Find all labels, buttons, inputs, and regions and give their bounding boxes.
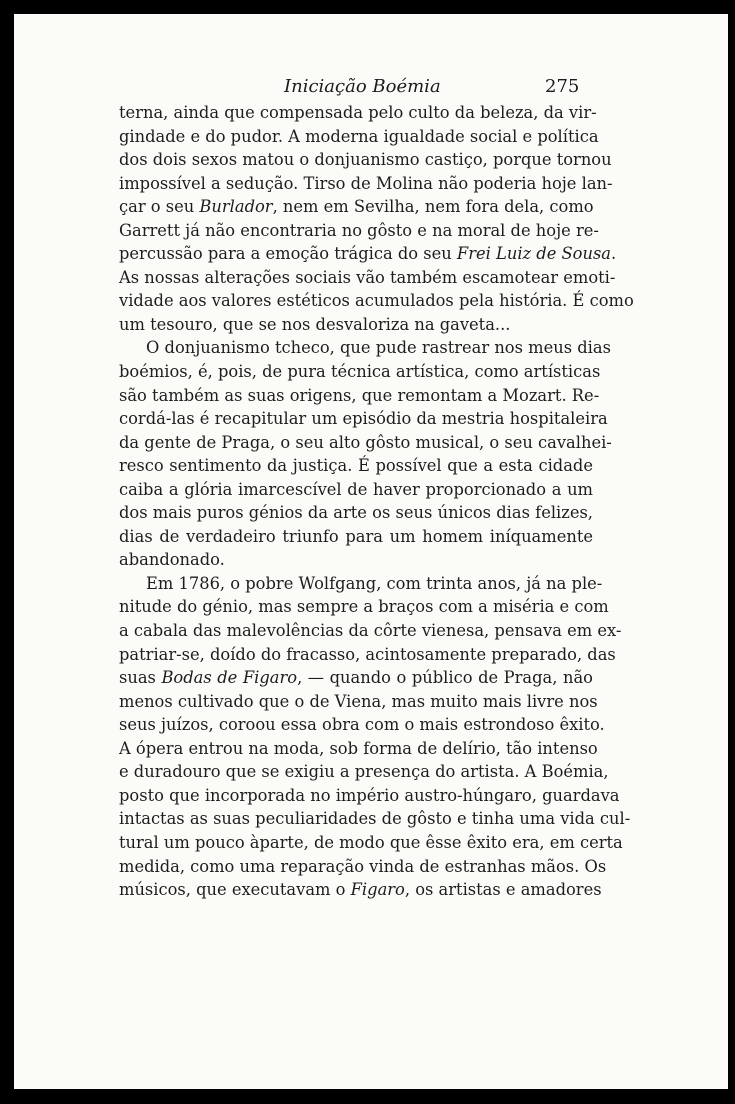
- text-line: intactas as suas peculiaridades de gôsto e tinha uma vida cul-: [119, 809, 631, 829]
- text-line: percussão para a emoção trágica do seu Frei Luiz de Sousa.: [119, 244, 617, 264]
- text-line: nitude do génio, mas sempre a braços com a miséria e com: [119, 597, 609, 617]
- body-text: [119, 101, 634, 902]
- text-line: boémios, é, pois, de pura técnica artística, como artísticas: [119, 362, 601, 382]
- italic-title: Burlador: [199, 197, 273, 217]
- text-line: As nossas alterações sociais vão também escamotear emoti-: [119, 267, 616, 287]
- page-number: 275: [545, 76, 580, 97]
- text-line: são também as suas origens, que remontam a Mozart. Re-: [119, 385, 600, 405]
- text-line: suas Bodas de Figaro, — quando o público de Praga, não: [119, 668, 593, 688]
- text-line: músicos, que executavam o Figaro, os artistas e amadores: [119, 880, 602, 900]
- text-line: da gente de Praga, o seu alto gôsto musical, o seu cavalhei-: [119, 432, 612, 452]
- running-title: Iniciação Boémia: [284, 76, 441, 97]
- text-line: posto que incorporada no império austro-húngaro, guardava: [119, 785, 620, 805]
- italic-title: Frei Luiz de Sousa: [456, 244, 612, 264]
- text-line: seus juízos, coroou essa obra com o mais estrondoso êxito.: [119, 715, 605, 735]
- book-page: [14, 14, 728, 1089]
- text-line: tural um pouco àparte, de modo que êsse êxito era, em certa: [119, 832, 623, 852]
- text-line: abandonado.: [119, 550, 225, 570]
- text-line: vidade aos valores estéticos acumulados pela história. É como: [119, 291, 634, 311]
- text-line: e duradouro que se exigiu a presença do artista. A Boémia,: [119, 762, 609, 782]
- text-line: gindade e do pudor. A moderna igualdade social e política: [119, 126, 599, 146]
- italic-title: Bodas de Figaro: [161, 668, 298, 688]
- text-line: Garrett já não encontraria no gôsto e na moral de hoje re-: [119, 220, 599, 240]
- text-line: impossível a sedução. Tirso de Molina não poderia hoje lan-: [119, 173, 613, 193]
- text-line: patriar-se, doído do fracasso, acintosamente preparado, das: [119, 644, 616, 664]
- text-line: Em 1786, o pobre Wolfgang, com trinta anos, já na ple-: [146, 573, 603, 593]
- text-line: medida, como uma reparação vinda de estranhas mãos. Os: [119, 856, 607, 876]
- text-line: dos mais puros génios da arte os seus únicos dias felizes,: [119, 503, 593, 523]
- text-line: terna, ainda que compensada pelo culto da beleza, da vir-: [119, 103, 597, 122]
- text-line: menos cultivado que o de Viena, mas muito mais livre nos: [119, 691, 598, 711]
- italic-title: Figaro: [350, 880, 405, 900]
- text-line: a cabala das malevolências da côrte vienesa, pensava em ex-: [119, 621, 622, 641]
- text-line: caiba a glória imarcescível de haver proporcionado a um: [119, 479, 593, 499]
- text-line: cordá-las é recapitular um episódio da mestria hospitaleira: [119, 409, 608, 429]
- text-line: dias de verdadeiro triunfo para um homem iníquamente: [119, 526, 593, 546]
- text-line: um tesouro, que se nos desvaloriza na gaveta...: [119, 314, 511, 334]
- text-line: çar o seu Burlador, nem em Sevilha, nem fora dela, como: [119, 197, 594, 217]
- text-line: dos dois sexos matou o donjuanismo castiço, porque tornou: [119, 150, 612, 170]
- text-line: resco sentimento da justiça. É possível que a esta cidade: [119, 456, 593, 476]
- text-line: A ópera entrou na moda, sob forma de delírio, tão intenso: [119, 738, 598, 758]
- running-head: [14, 76, 728, 100]
- text-line: O donjuanismo tcheco, que pude rastrear nos meus dias: [146, 338, 611, 358]
